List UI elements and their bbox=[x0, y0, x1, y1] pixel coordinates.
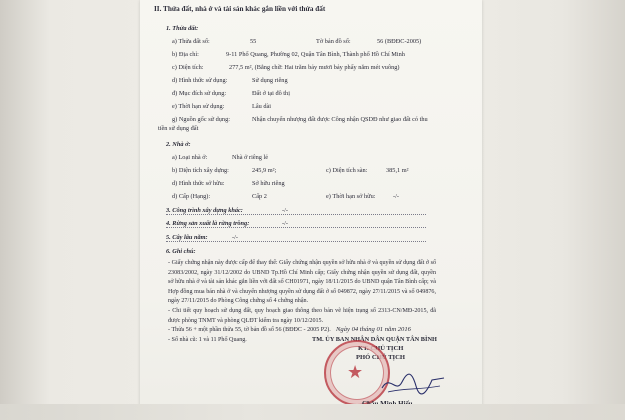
land-address-label: b) Địa chỉ: bbox=[172, 51, 199, 58]
house-heading: 2. Nhà ở: bbox=[166, 141, 191, 148]
table-surface bbox=[0, 404, 625, 420]
house-grade-label: d) Cấp (Hạng): bbox=[172, 193, 211, 200]
land-address-value: 9-11 Phổ Quang, Phường 02, Quận Tân Bình, Thành phố Hồ Chí Minh bbox=[226, 51, 405, 58]
land-parcel-value: 55 bbox=[250, 38, 257, 45]
house-ownership-label: d) Hình thức sở hữu: bbox=[172, 180, 225, 187]
notes-heading: 6. Ghi chú: bbox=[166, 248, 196, 255]
land-use-form-label: d) Hình thức sử dụng: bbox=[172, 77, 228, 84]
land-parcel-label: a) Thửa đất số: bbox=[172, 38, 210, 45]
house-ownership-value: Sở hữu riêng bbox=[252, 180, 285, 187]
house-floor-area-label: c) Diện tích sàn: bbox=[326, 167, 368, 174]
land-purpose-label: đ) Mục đích sử dụng: bbox=[172, 90, 227, 97]
forest-heading: 4. Rừng sản xuất là rừng trồng: bbox=[166, 220, 250, 227]
land-origin-value: Nhận chuyển nhượng đất được Công nhận QSDĐ như giao đất có thu bbox=[252, 116, 428, 123]
land-sheet-value: 56 (BĐĐC-2005) bbox=[377, 38, 422, 45]
issuer-line-2: KT. CHỦ TỊCH bbox=[358, 345, 404, 352]
divider bbox=[166, 241, 426, 242]
certificate-page bbox=[140, 0, 482, 420]
handwritten-signature bbox=[378, 368, 448, 398]
divider bbox=[166, 214, 426, 215]
land-area-value: 277,5 m², (Bằng chữ: Hai trăm bảy mươi bảy phẩy năm mét vuông) bbox=[229, 64, 400, 71]
land-heading: 1. Thửa đất: bbox=[166, 25, 199, 32]
issuer-line-1: TM. ỦY BAN NHÂN DÂN QUẬN TÂN BÌNH bbox=[312, 336, 437, 343]
land-sheet-label: Tờ bản đồ số: bbox=[316, 38, 351, 45]
section-title: II. Thửa đất, nhà ở và tài sản khác gắn liền với thửa đất bbox=[154, 5, 326, 13]
land-origin-label: g) Nguồn gốc sử dụng: bbox=[172, 116, 230, 123]
issue-date: Ngày 04 tháng 01 năm 2016 bbox=[336, 326, 411, 333]
land-area-label: c) Diện tích: bbox=[172, 64, 204, 71]
notes-body: - Giấy chứng nhận này được cấp để thay thế: Giấy chứng nhận quyền sở hữu nhà ở và quyền sử dụng đất ở số 23083/2002, ngày 31/12/2002 do UBND Tp.Hồ Chí Minh cấp; Giấy chứng nhận quyền sử dụng đất, quyền sở hữu nhà ở và tài sản khác gắn liền với đất số CH01971, ngày 18/11/2015 do UBND quận Tân Bình cấp; và Hợp đồng mua bán nhà ở và chuyển nhượng quyền sử dụng đất ở số 049872, ngày 27/11/2015 và số 049876, ngày 27/11/2015 do Phòng Công chứng số 4 chứng nhận. - Chi tiết quy hoạch sử dụng đất, quy hoạch giao thông theo bản vẽ hiện trạng số 2313-CN/MĐ-2015, đã được phòng TNMT và phòng QLĐT kiểm tra ngày 10/12/2015. - Thửa 56 + một phần thửa 55, tờ bản đồ số 56 (BĐĐC - 2005 P2). - Số nhà cũ: 1 và 11 Phổ Quang. bbox=[168, 260, 436, 343]
perennial-value: -/- bbox=[232, 234, 238, 241]
house-floor-area-value: 385,1 m² bbox=[386, 167, 409, 174]
land-origin-cont: tiền sử dụng đất bbox=[158, 125, 199, 132]
land-purpose-value: Đất ở tại đô thị bbox=[252, 90, 290, 97]
house-type-value: Nhà ở riêng lẻ bbox=[232, 154, 269, 161]
house-term-value: -/- bbox=[393, 193, 399, 200]
house-grade-value: Cấp 2 bbox=[252, 193, 267, 200]
other-construction-heading: 3. Công trình xây dựng khác: bbox=[166, 207, 243, 214]
land-term-value: Lâu dài bbox=[252, 103, 272, 110]
other-construction-value: -/- bbox=[282, 207, 288, 214]
star-icon: ★ bbox=[347, 362, 364, 382]
perennial-heading: 5. Cây lâu năm: bbox=[166, 234, 208, 241]
issuer-line-3: PHÓ CHỦ TỊCH bbox=[356, 354, 405, 361]
house-built-area-value: 245,9 m²; bbox=[252, 167, 277, 174]
house-term-label: e) Thời hạn sở hữu: bbox=[326, 193, 376, 200]
forest-value: -/- bbox=[282, 220, 288, 227]
land-term-label: e) Thời hạn sử dụng: bbox=[172, 103, 225, 110]
land-use-form-value: Sử dụng riêng bbox=[252, 77, 288, 84]
house-type-label: a) Loại nhà ở: bbox=[172, 154, 208, 161]
divider bbox=[166, 227, 426, 228]
house-built-area-label: b) Diện tích xây dựng: bbox=[172, 167, 229, 174]
